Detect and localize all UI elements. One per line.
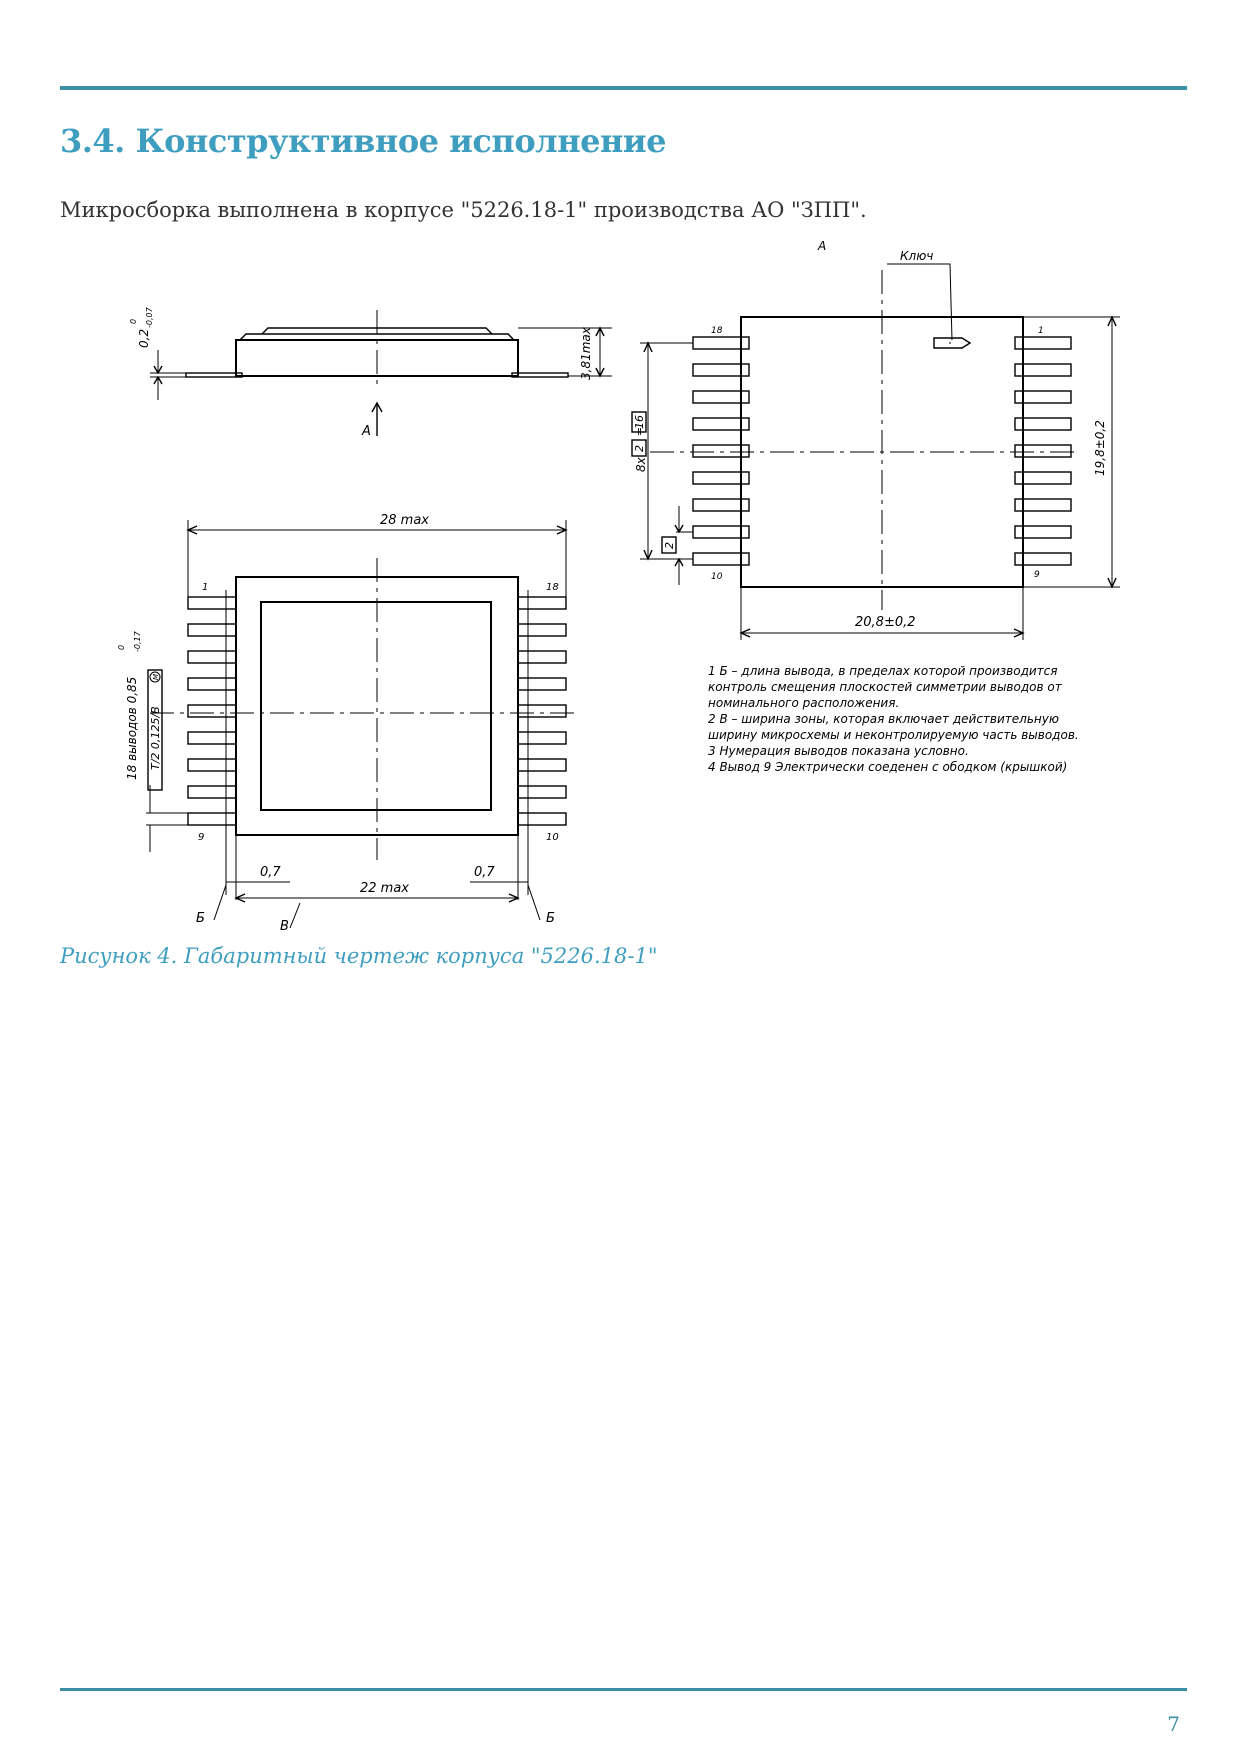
pitch-a: 2 [633,445,646,452]
dim-body-max: 22 max [360,881,409,896]
position-tolerance: T/2 0,125/B [149,706,162,770]
dim-thickness: 0,2 [137,328,151,348]
label-b-left: Б [196,911,205,926]
leads-tol-upper: 0 [117,644,126,650]
dim-height-top: 19,8±0,2 [1093,420,1107,476]
dim-thickness-tol-lower: -0,07 [145,307,154,328]
bottom-pin-18: 18 [546,582,559,593]
note-line: номинального расположения. [708,696,900,710]
dim-width-top: 20,8±0,2 [855,615,916,630]
top-pin-9: 9 [1034,570,1040,580]
pitch-eq: = [633,426,646,436]
bottom-rule [60,1688,1187,1691]
body-paragraph: Микросборка выполнена в корпусе "5226.18-1" производства АО "ЗПП". [60,198,867,222]
label-v: В [280,919,289,934]
key-label: Ключ [900,249,934,263]
bottom-view [117,513,580,934]
note-line: 2 В – ширина зоны, которая включает действительную [708,712,1059,726]
package-drawing [0,240,1240,940]
pitch-prefix: 8х [634,457,648,472]
dim-lead-right: 0,7 [474,865,495,880]
note-line: ширину микросхемы и неконтролируемую часть выводов. [708,728,1079,742]
note-line: 4 Вывод 9 Электрически соеденен с ободком (крышкой) [708,760,1068,774]
pitch-b: 16 [633,415,646,429]
page-number: 7 [1167,1712,1180,1736]
note-line: 3 Нумерация выводов показана условно. [708,744,969,758]
note-line: 1 Б – длина вывода, в пределах которой производится [708,664,1058,678]
top-view-label: А [818,240,827,253]
pitch-single: 2 [663,542,676,549]
bottom-pin-1: 1 [202,582,209,593]
side-view [129,306,612,439]
dim-height-max: 3,81max [579,327,593,380]
bottom-pin-9: 9 [198,832,205,843]
leads-label: 18 выводов 0,85 [125,676,139,780]
dim-thickness-tol-upper: 0 [129,318,138,324]
top-pin-10: 10 [711,572,723,582]
top-pin-18: 18 [711,326,723,336]
figure-caption: Рисунок 4. Габаритный чертеж корпуса "5226.18-1" [60,944,658,968]
dim-lead-left: 0,7 [260,865,281,880]
section-heading: 3.4. Конструктивное исполнение [60,122,667,160]
bottom-pin-10: 10 [546,832,559,843]
note-line: контроль смещения плоскостей симметрии выводов от [708,680,1062,694]
label-b-right: Б [546,911,555,926]
position-tolerance-m: M [152,673,160,680]
dim-width-max: 28 max [380,513,429,528]
side-view-label: А [362,424,371,439]
top-view [632,240,1120,640]
drawing-notes [708,664,1079,774]
top-pin-1: 1 [1038,326,1044,336]
top-rule [60,86,1187,90]
leads-tol-lower: -0,17 [133,631,142,652]
